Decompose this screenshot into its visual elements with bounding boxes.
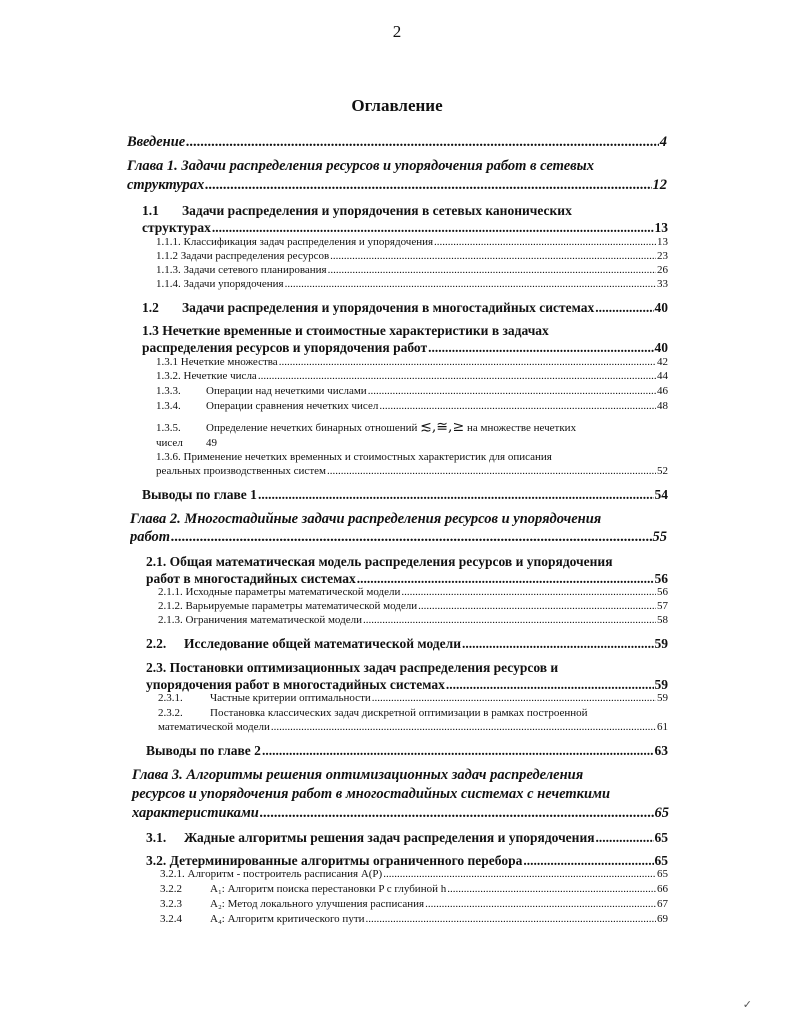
toc-entry-title	[146, 830, 595, 846]
dot-leader	[368, 385, 656, 397]
toc-entry-title: 2.1.2. Варьируемые параметры математической модели	[158, 600, 418, 612]
toc-page-number: 49	[206, 437, 217, 449]
section-number: 1.2	[142, 300, 159, 315]
dot-leader	[372, 692, 656, 704]
toc-entry-2-2[interactable]	[146, 636, 668, 652]
dot-leader	[595, 300, 653, 316]
section-title: Задачи распределения и упорядочения в сетевых канонических	[182, 203, 572, 218]
toc-chapter-1-line1[interactable]: Глава 1. Задачи распределения ресурсов и упорядочения работ в сетевых	[127, 158, 594, 174]
dot-leader	[262, 743, 654, 759]
toc-entry-title: математической модели	[158, 721, 270, 733]
toc-entry-1-1-2[interactable]	[156, 250, 668, 262]
toc-entry-title: распределения ресурсов и упорядочения работ	[142, 340, 428, 355]
dot-leader	[258, 370, 656, 382]
dot-leader	[434, 236, 656, 248]
toc-page-number: 44	[657, 370, 668, 382]
toc-entry-3-1[interactable]	[146, 830, 668, 846]
toc-entry-3-2-2[interactable]	[160, 883, 668, 895]
section-number: 3.1.	[146, 830, 167, 845]
toc-entry-title	[156, 400, 378, 412]
toc-entry-title: структурах	[127, 177, 205, 193]
dot-leader	[447, 883, 656, 895]
toc-entry-1-3-5-line1[interactable]	[156, 419, 576, 435]
page-title: Оглавление	[351, 96, 443, 115]
toc-entry-title: структурах	[142, 220, 211, 235]
toc-entry-title: Выводы по главе 1	[142, 487, 257, 502]
toc-page-number: 58	[657, 614, 668, 626]
toc-chapter-2-line1[interactable]: Глава 2. Многостадийные задачи распределения ресурсов и упорядочения	[130, 511, 602, 527]
section-title: Частные критерии оптимальности	[210, 692, 371, 704]
toc-page-number: 26	[657, 264, 668, 276]
section-title: Задачи распределения и упорядочения в многостадийных системах	[182, 300, 595, 315]
page-number: 2	[392, 22, 402, 41]
dot-leader	[523, 853, 653, 869]
toc-page-number: 46	[657, 385, 668, 397]
toc-entry-title: 2.1.3. Ограничения математической модели	[158, 614, 362, 626]
toc-entry-title: реальных производственных систем	[156, 465, 326, 477]
relation-symbols: ≲,≅,≥	[420, 419, 465, 435]
toc-page-number: 54	[654, 487, 668, 502]
toc-page-number: 33	[657, 278, 668, 290]
toc-entry-1-2[interactable]	[142, 300, 668, 316]
section-title: A₂: Метод локального улучшения расписания	[210, 898, 425, 910]
section-title: Жадные алгоритмы решения задач распределения и упорядочения	[184, 830, 595, 845]
section-number: 1.3.3.	[156, 385, 181, 397]
section-title: Постановка классических задач дискретной оптимизации в рамках построенной	[210, 707, 588, 719]
toc-page-number: 59	[654, 636, 668, 651]
toc-entry-chapter-2[interactable]	[130, 529, 667, 546]
section-number: 3.2.4	[160, 913, 182, 925]
toc-page-number: 13	[654, 220, 668, 235]
toc-page-number: 42	[657, 356, 668, 368]
toc-page-number: 66	[657, 883, 668, 895]
toc-entry-1-1[interactable]	[142, 220, 668, 236]
toc-entry-1-3-6[interactable]	[156, 465, 668, 477]
toc-entry-title	[156, 385, 367, 397]
dot-leader	[327, 465, 656, 477]
toc-page-number: 56	[657, 586, 668, 598]
toc-page-number: 13	[657, 236, 668, 248]
toc-entry-chapter-1[interactable]	[127, 177, 667, 194]
toc-entry-2-1-3[interactable]	[158, 614, 668, 626]
toc-entry-title: 1.1.1. Классификация задач распределения и упорядочения	[156, 236, 434, 248]
toc-entry-2-3-1[interactable]	[158, 692, 668, 704]
toc-entry-conclusions-2[interactable]	[146, 743, 668, 759]
section-title-end: чисел	[156, 437, 183, 449]
toc-page-number: 12	[652, 177, 667, 193]
dot-leader	[212, 220, 654, 236]
toc-page-number: 40	[654, 300, 668, 315]
dot-leader	[328, 264, 656, 276]
dot-leader	[330, 250, 656, 262]
toc-entry-2-3-2[interactable]	[158, 721, 668, 733]
dot-leader	[363, 614, 656, 626]
dot-leader	[260, 805, 654, 822]
section-title-cont: на множестве нечетких	[466, 422, 577, 434]
toc-page-number: 63	[654, 743, 668, 758]
dot-leader	[425, 898, 656, 910]
toc-entry-title: 1.3.1 Нечеткие множества	[156, 356, 278, 368]
section-number: 2.3.2.	[158, 707, 183, 719]
section-number: 1.3.4.	[156, 400, 181, 412]
toc-page-number: 59	[654, 677, 668, 692]
toc-page-number: 57	[657, 600, 668, 612]
toc-entry-title: 3.2. Детерминированные алгоритмы ограниченного перебора	[146, 853, 523, 868]
toc-page-number: 23	[657, 250, 668, 262]
toc-page-number: 52	[657, 465, 668, 477]
section-title: Определение нечетких бинарных отношений	[206, 422, 418, 434]
toc-entry-3-2-4[interactable]	[160, 913, 668, 925]
toc-entry-title: работ в многостадийных системах	[146, 571, 356, 586]
toc-page-number: 4	[659, 134, 667, 150]
toc-page-number: 40	[654, 340, 668, 355]
toc-entry-3-2[interactable]	[146, 853, 668, 869]
dot-leader	[446, 677, 654, 693]
toc-page-number: 65	[654, 853, 668, 868]
section-number: 1.1	[142, 203, 159, 218]
toc-entry-2-1-1[interactable]	[158, 586, 668, 598]
toc-entry-title: упорядочения работ в многостадийных системах	[146, 677, 445, 692]
dot-leader	[462, 636, 654, 652]
toc-entry-intro[interactable]	[127, 134, 667, 151]
toc-entry-title: характеристиками	[132, 805, 259, 821]
toc-entry-3-2-1[interactable]	[160, 868, 668, 880]
section-number: 2.3.1.	[158, 692, 183, 704]
section-title: A₄: Алгоритм критического пути	[210, 913, 365, 925]
toc-page-number: 69	[657, 913, 668, 925]
toc-section-2-3-line1[interactable]: 2.3. Постановки оптимизационных задач распределения ресурсов и	[146, 660, 559, 675]
toc-entry-chapter-3[interactable]	[132, 805, 669, 822]
toc-entry-title	[160, 883, 446, 895]
toc-entry-1-3[interactable]	[142, 340, 668, 356]
toc-entry-title: 1.3.2. Нечеткие числа	[156, 370, 257, 382]
dot-leader	[279, 356, 656, 368]
dot-leader	[366, 913, 656, 925]
toc-page-number: 65	[654, 830, 668, 845]
dot-leader	[258, 487, 654, 503]
toc-entry-1-3-3[interactable]	[156, 385, 668, 397]
section-number: 2.2.	[146, 636, 167, 651]
dot-leader	[186, 134, 659, 151]
toc-entry-1-3-5-line2[interactable]	[156, 437, 217, 449]
dot-leader	[379, 400, 656, 412]
toc-section-1-3-line1[interactable]: 1.3 Нечеткие временные и стоимостные характеристики в задачах	[142, 323, 549, 338]
toc-entry-title	[158, 692, 371, 704]
toc-entry-1-1-3[interactable]	[156, 264, 668, 276]
toc-entry-1-3-2[interactable]	[156, 370, 668, 382]
toc-entry-2-3[interactable]	[146, 677, 668, 693]
toc-entry-3-2-3[interactable]	[160, 898, 668, 910]
section-number: 3.2.2	[160, 883, 182, 895]
section-title: A₁: Алгоритм поиска перестановки P с глубиной h	[210, 883, 447, 895]
toc-entry-2-1[interactable]	[146, 571, 668, 587]
toc-entry-2-1-2[interactable]	[158, 600, 668, 612]
dot-leader	[418, 600, 656, 612]
toc-page-number: 65	[657, 868, 668, 880]
dot-leader	[596, 830, 654, 846]
toc-entry-title: 3.2.1. Алгоритм - построитель расписания A(P)	[160, 868, 383, 880]
dot-leader	[171, 529, 651, 546]
toc-entry-title: 1.1.4. Задачи упорядочения	[156, 278, 284, 290]
section-title: Исследование общей математической модели	[184, 636, 461, 651]
toc-page-number: 56	[654, 571, 668, 586]
toc-entry-title	[160, 913, 365, 925]
toc-entry-1-1-4[interactable]	[156, 278, 668, 290]
toc-entry-1-1-1[interactable]	[156, 236, 668, 248]
toc-chapter-3-line2[interactable]: ресурсов и упорядочения работ в многостадийных системах с нечеткими	[132, 786, 611, 802]
dot-leader	[357, 571, 654, 587]
toc-entry-title: работ	[130, 529, 171, 545]
toc-page-number: 48	[657, 400, 668, 412]
section-title: Операции сравнения нечетких чисел	[206, 400, 379, 412]
dot-leader	[383, 868, 656, 880]
toc-page-number: 59	[657, 692, 668, 704]
toc-entry-title: 1.1.3. Задачи сетевого планирования	[156, 264, 327, 276]
section-number: 3.2.3	[160, 898, 182, 910]
toc-entry-title: 1.1.2 Задачи распределения ресурсов	[156, 250, 330, 262]
toc-entry-title: 2.1.1. Исходные параметры математической модели	[158, 586, 401, 598]
dot-leader	[428, 340, 653, 356]
toc-section-2-1-line1[interactable]: 2.1. Общая математическая модель распределения ресурсов и упорядочения	[146, 554, 613, 569]
toc-chapter-3-line1[interactable]: Глава 3. Алгоритмы решения оптимизационных задач распределения	[132, 767, 584, 783]
toc-entry-title: Выводы по главе 2	[146, 743, 261, 758]
scan-mark: ✓	[742, 999, 752, 1011]
toc-entry-title	[160, 898, 424, 910]
toc-section-1-1-line1[interactable]	[142, 203, 572, 219]
section-title: Операции над нечеткими числами	[206, 385, 367, 397]
toc-entry-1-3-4[interactable]	[156, 400, 668, 412]
dot-leader	[401, 586, 656, 598]
toc-page-number: 55	[652, 529, 667, 545]
dot-leader	[285, 278, 656, 290]
toc-page-number: 61	[657, 721, 668, 733]
toc-entry-2-3-2-line1[interactable]	[158, 707, 588, 719]
toc-entry-title: Введение	[127, 134, 186, 150]
dot-leader	[205, 177, 651, 194]
dot-leader	[271, 721, 656, 733]
toc-page-number: 65	[654, 805, 669, 821]
toc-entry-1-3-6-line1[interactable]: 1.3.6. Применение нечетких временных и стоимостных характеристик для описания	[156, 451, 552, 463]
toc-entry-title	[142, 300, 594, 316]
toc-page-number: 67	[657, 898, 668, 910]
section-number: 1.3.5.	[156, 422, 181, 434]
toc-entry-title	[146, 636, 461, 652]
toc-entry-1-3-1[interactable]	[156, 356, 668, 368]
toc-entry-conclusions-1[interactable]	[142, 487, 668, 503]
